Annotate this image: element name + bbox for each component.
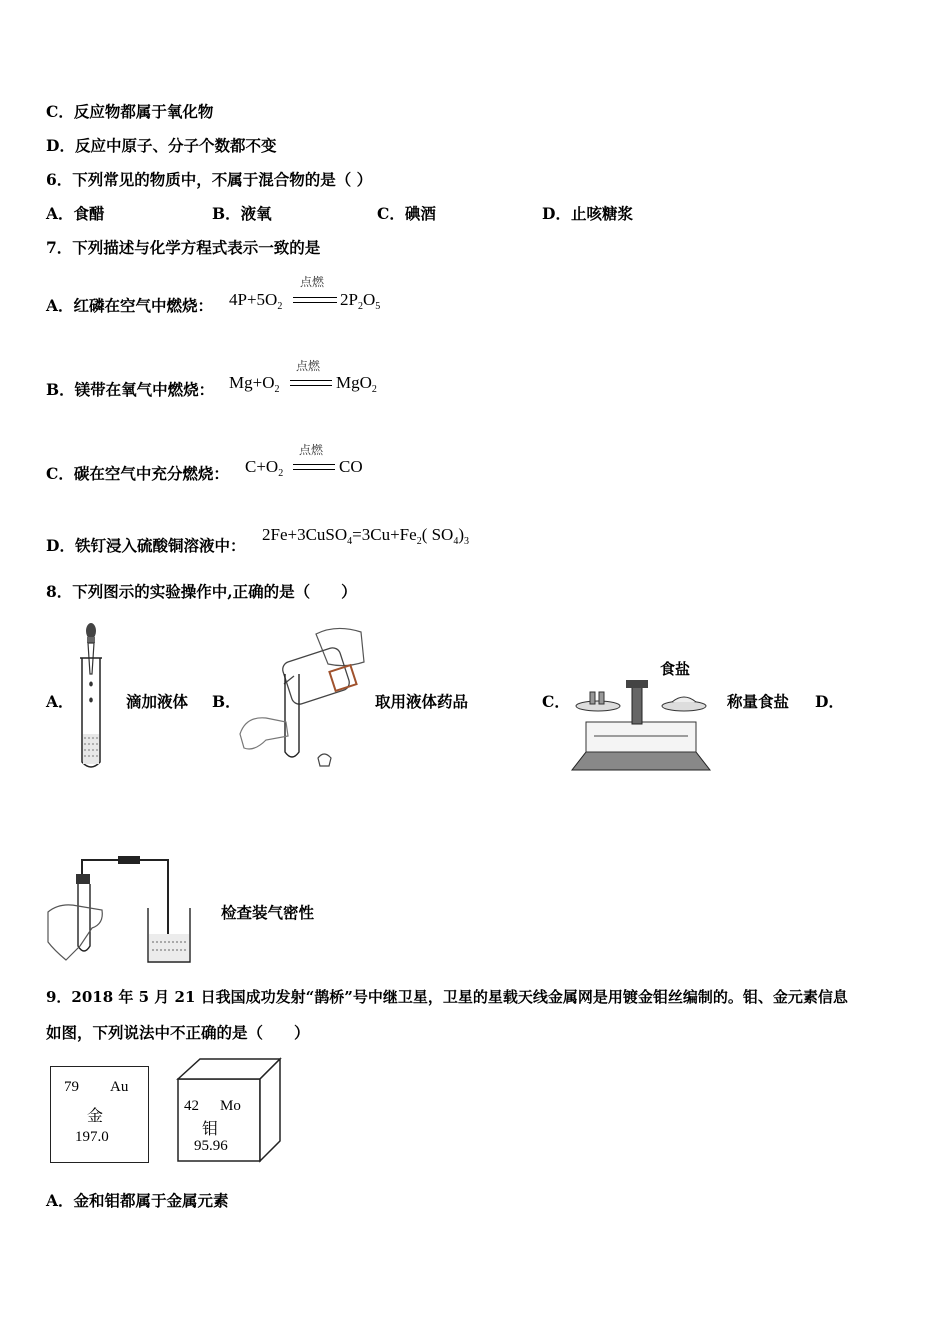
q8-option-a-letter: A． <box>46 692 74 711</box>
q7-option-c-label: C．碳在空气中充分燃烧： <box>46 464 229 483</box>
q6-option-d: D．止咳糖浆 <box>542 204 633 223</box>
q7-option-a-reactants: $4P+5O_2$ <box>229 290 283 312</box>
q6-stem: 6．下列常见的物质中，不属于混合物的是（ ） <box>46 170 373 189</box>
q6-option-c: C．碘酒 <box>377 204 436 223</box>
q7-option-a-products: $2P_2O_5$ <box>340 290 381 312</box>
scale-salt-label: 食盐 <box>660 660 691 678</box>
q6-option-b: B．液氧 <box>212 204 272 223</box>
q8-option-b-caption: 取用液体药品 <box>375 692 469 711</box>
q7-option-a-condition: 点燃 <box>300 275 325 289</box>
q7-option-c-equals <box>293 464 335 470</box>
gold-element-card <box>50 1066 149 1163</box>
airtightness-check-illustration <box>46 850 196 966</box>
q8-option-d-caption: 检查装气密性 <box>221 903 315 922</box>
gold-atomic-number: 79 <box>64 1079 79 1095</box>
q7-option-d-equation: $2Fe+3CuSO_4=3Cu+Fe_2$( $SO_4)_3$ <box>262 525 470 547</box>
q8-option-a-caption: 滴加液体 <box>126 692 189 711</box>
q8-stem: 8．下列图示的实验操作中,正确的是（ ） <box>46 582 357 601</box>
q8-option-c-caption: 称量食盐 <box>727 692 790 711</box>
q7-option-a-label: A．红磷在空气中燃烧： <box>46 296 214 315</box>
q7-option-b-equals <box>290 380 332 386</box>
balance-scale-illustration <box>568 656 714 772</box>
q6-option-a: A．食醋 <box>46 204 105 223</box>
q5-option-d: D．反应中原子、分子个数都不变 <box>46 136 277 155</box>
q7-option-c-condition: 点燃 <box>299 443 324 457</box>
moly-symbol: Mo <box>220 1098 241 1114</box>
q7-option-c-products: CO <box>339 457 363 476</box>
q7-stem: 7．下列描述与化学方程式表示一致的是 <box>46 238 321 257</box>
q7-option-b-products: MgO$_2$ <box>336 373 377 395</box>
moly-atomic-number: 42 <box>184 1098 199 1114</box>
q7-option-b-reactants: $Mg+O_2$ <box>229 373 280 395</box>
q7-option-b-condition: 点燃 <box>296 359 321 373</box>
molybdenum-element-card <box>182 1080 262 1160</box>
moly-name: 钼 <box>202 1119 219 1138</box>
q8-option-d-letter: D． <box>815 692 844 711</box>
q7-option-c-reactants: $C+O_2$ <box>245 457 284 479</box>
q9-option-a: A．金和钼都属于金属元素 <box>46 1191 229 1210</box>
q9-stem-line2: 如图，下列说法中不正确的是（ ） <box>46 1023 310 1042</box>
q7-option-b-label: B．镁带在氧气中燃烧： <box>46 380 215 399</box>
gold-symbol: Au <box>110 1079 129 1095</box>
q5-option-c: C．反应物都属于氧化物 <box>46 102 214 121</box>
q8-option-c-letter: C． <box>542 692 570 711</box>
pouring-liquid-illustration <box>236 624 370 774</box>
gold-name: 金 <box>87 1106 104 1125</box>
q8-option-b-letter: B． <box>212 692 241 711</box>
q9-stem-line1: 9．2018 年 5 月 21 日我国成功发射“鹊桥”号中继卫星，卫星的星载天线金属网是用镀金钼丝编制的。钼、金元素信息 <box>46 988 848 1006</box>
q7-option-d-label: D．铁钉浸入硫酸铜溶液中： <box>46 536 246 555</box>
q7-option-a-equals <box>293 297 337 303</box>
gold-atomic-mass: 197.0 <box>75 1129 109 1145</box>
moly-atomic-mass: 95.96 <box>194 1138 228 1154</box>
dropper-test-tube-illustration <box>74 622 114 772</box>
